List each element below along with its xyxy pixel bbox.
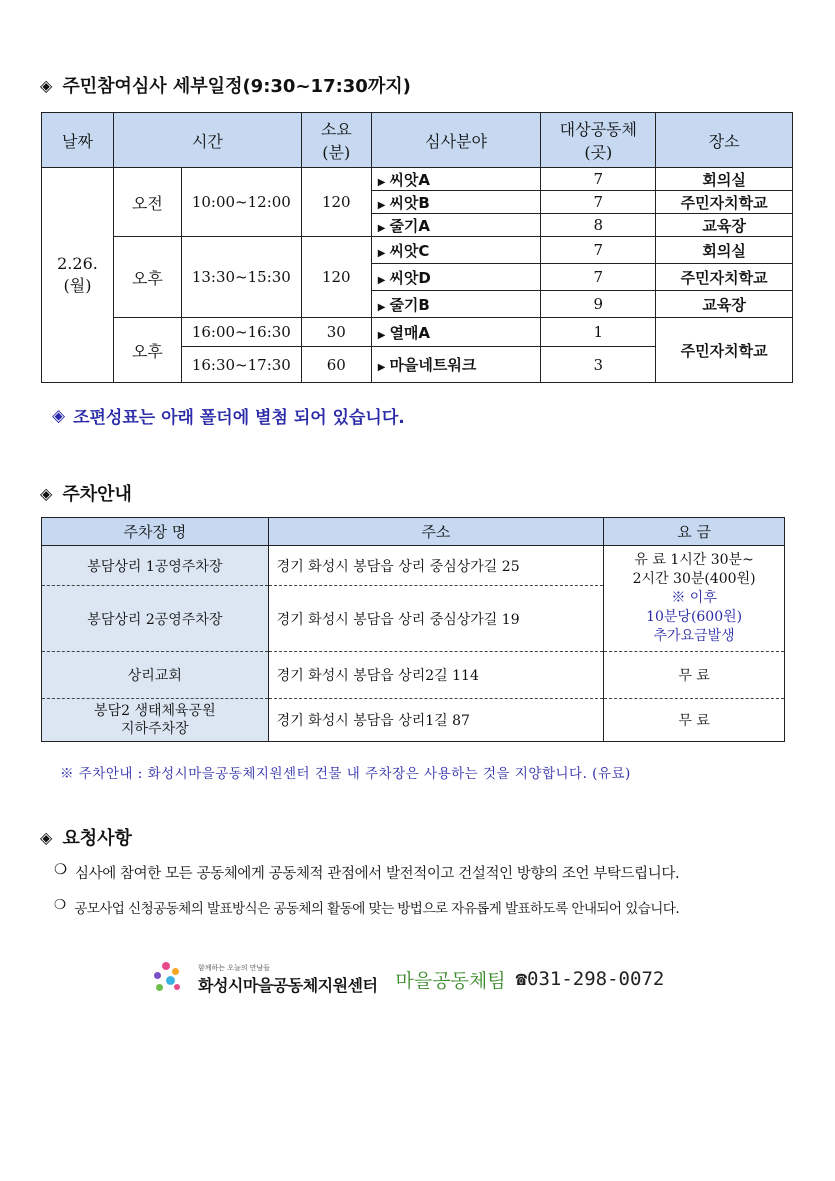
circle-bullet-icon: ❍ [54, 862, 67, 878]
fee-line: ※ 이후 [671, 590, 717, 606]
place-cell: 회의실 [656, 237, 793, 264]
parking-title-text: 주차안내 [62, 484, 132, 505]
duration-cell: 120 [301, 237, 371, 318]
parking-fee-shared-cell [604, 546, 785, 652]
header-date: 날짜 [42, 113, 114, 168]
field-cell: ▶ 씨앗D [371, 264, 541, 291]
parking-name-cell: 봉담상리 1공영주차장 [42, 546, 269, 586]
right-triangle-icon: ▶ [377, 274, 386, 286]
header-field: 심사분야 [371, 113, 541, 168]
place-cell: 주민자치학교 [656, 318, 793, 383]
diamond-bullet-icon: ◈ [40, 75, 53, 95]
place-cell: 회의실 [656, 168, 793, 191]
count-cell: 7 [541, 168, 656, 191]
parking-name-cell: 상리교회 [42, 652, 269, 699]
org-tagline: 함께하는 오늘의 만남들 [198, 963, 271, 972]
duration-cell: 120 [301, 168, 371, 237]
field-cell: ▶ 씨앗A [371, 168, 541, 191]
right-triangle-icon: ▶ [377, 362, 386, 373]
parking-address-cell: 경기 화성시 봉담읍 상리2길 114 [268, 652, 604, 699]
right-triangle-icon: ▶ [377, 247, 386, 259]
time-cell: 10:00~12:00 [181, 168, 301, 237]
schedule-table [41, 112, 793, 383]
header-parking-address: 주소 [268, 518, 604, 546]
parking-fee-cell: 무 료 [604, 652, 785, 699]
parking-address-cell: 경기 화성시 봉담읍 상리 중심상가길 19 [268, 586, 604, 652]
right-triangle-icon: ▶ [377, 301, 386, 313]
count-cell: 8 [541, 214, 656, 237]
header-time: 시간 [113, 113, 301, 168]
count-cell: 3 [541, 347, 656, 383]
parking-name-line: 봉담2 생태체육공원 [94, 703, 216, 719]
period-cell: 오전 [113, 168, 181, 237]
header-parking-name: 주차장 명 [42, 518, 269, 546]
count-cell: 7 [541, 191, 656, 214]
right-triangle-icon: ▶ [377, 222, 386, 234]
schedule-title-text: 주민참여심사 세부일정(9:30~17:30까지) [62, 76, 411, 97]
place-cell: 주민자치학교 [656, 264, 793, 291]
schedule-note-text: 조편성표는 아래 폴더에 별첨 되어 있습니다. [73, 408, 405, 428]
parking-name-cell: 봉담상리 2공영주차장 [42, 586, 269, 652]
fee-line: 10분당(600원) [646, 609, 743, 625]
parking-fee-cell: 무 료 [604, 699, 785, 742]
field-cell: ▶ 열매A [371, 318, 541, 347]
place-cell: 교육장 [656, 214, 793, 237]
fee-line: 2시간 30분(400원) [632, 571, 756, 587]
diamond-bullet-icon: ◈ [52, 405, 66, 426]
field-cell: ▶ 마을네트워크 [371, 347, 541, 383]
time-cell: 16:30~17:30 [181, 347, 301, 383]
circle-bullet-icon: ❍ [54, 897, 67, 913]
place-cell: 주민자치학교 [656, 191, 793, 214]
parking-note: ※ 주차안내 : 화성시마을공동체지원센터 건물 내 주차장은 사용하는 것을 지양합니다. (유료) [60, 766, 631, 782]
header-parking-fee: 요 금 [604, 518, 785, 546]
request-title-text: 요청사항 [62, 828, 132, 849]
fee-line: 추가요금발생 [653, 628, 735, 644]
parking-name-line: 지하주차장 [121, 721, 189, 737]
fee-line: 유 료 1시간 30분~ [634, 552, 754, 568]
place-cell: 교육장 [656, 291, 793, 318]
schedule-section-title [40, 72, 411, 98]
org-block [198, 963, 377, 996]
duration-cell: 30 [301, 318, 371, 347]
count-cell: 7 [541, 237, 656, 264]
parking-section-title [40, 480, 132, 506]
field-cell: ▶ 줄기B [371, 291, 541, 318]
time-cell: 13:30~15:30 [181, 237, 301, 318]
parking-address-cell: 경기 화성시 봉담읍 상리1길 87 [268, 699, 604, 742]
footer [152, 962, 664, 996]
org-name: 화성시마을공동체지원센터 [198, 975, 378, 995]
field-cell: ▶ 씨앗C [371, 237, 541, 264]
count-cell: 1 [541, 318, 656, 347]
field-cell: ▶ 줄기A [371, 214, 541, 237]
count-cell: 7 [541, 264, 656, 291]
date-cell: 2.26.(월) [42, 168, 114, 383]
right-triangle-icon: ▶ [377, 329, 386, 341]
team-name: 마을공동체팀 [395, 969, 506, 992]
parking-name-cell [42, 699, 269, 742]
request-item [54, 897, 679, 917]
header-target: 대상공동체(곳) [541, 113, 656, 168]
parking-table [41, 517, 785, 742]
phone-number: ☎031-298-0072 [515, 968, 665, 990]
request-item-text: 심사에 참여한 모든 공동체에게 공동체적 관점에서 발전적이고 건설적인 방향의 조언 부탁드립니다. [75, 866, 680, 882]
request-section-title [40, 824, 132, 850]
time-cell: 16:00~16:30 [181, 318, 301, 347]
schedule-note [52, 403, 405, 428]
count-cell: 9 [541, 291, 656, 318]
request-item [54, 862, 679, 883]
diamond-bullet-icon: ◈ [40, 827, 53, 847]
right-triangle-icon: ▶ [377, 176, 386, 188]
field-cell: ▶ 씨앗B [371, 191, 541, 214]
right-triangle-icon: ▶ [377, 199, 386, 211]
parking-address-cell: 경기 화성시 봉담읍 상리 중심상가길 25 [268, 546, 604, 586]
request-item-text: 공모사업 신청공동체의 발표방식은 공동체의 활동에 맞는 방법으로 자유롭게 발표하도록 안내되어 있습니다. [74, 901, 680, 917]
header-place: 장소 [656, 113, 793, 168]
diamond-bullet-icon: ◈ [40, 483, 53, 503]
period-cell: 오후 [113, 318, 181, 383]
header-duration: 소요(분) [301, 113, 371, 168]
duration-cell: 60 [301, 347, 371, 383]
org-logo-icon [152, 962, 188, 996]
period-cell: 오후 [113, 237, 181, 318]
